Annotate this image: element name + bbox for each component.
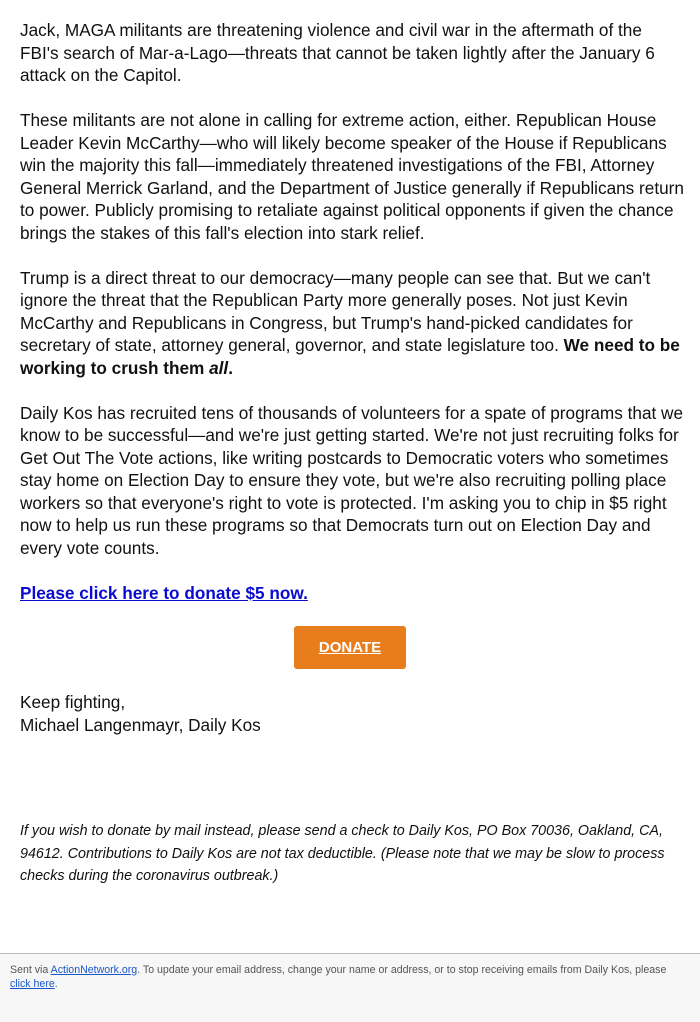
email-body (20, 19, 684, 736)
donate-link[interactable]: Please click here to donate $5 now. (20, 582, 308, 603)
email-footer (0, 953, 700, 1022)
emphasis-all: all (209, 357, 229, 378)
signoff-closing: Keep fighting, (20, 692, 126, 712)
paragraph-volunteers: Daily Kos has recruited tens of thousands of volunteers for a spate of programs that we know to be successful—and we're just getting started. We're not just recruiting folks for Get Out The Vote actions, like writing postcards to Democratic voters who sometimes stay home on Election Day to ensure they vote, but we're also recruiting polling place workers so that everyone's right to vote is protected. I'm asking you to chip in $5 right now to help us run these programs so that Democrats turn out on Election Day and every vote counts. (20, 402, 684, 558)
emphasis-crush-them: We need to be working to crush them all. (20, 335, 680, 378)
unsubscribe-link[interactable]: click here (10, 978, 55, 990)
mail-donation-note: If you wish to donate by mail instead, please send a check to Daily Kos, PO Box 70036, Oakland, CA, 94612. Contributions to Daily Kos are not tax deductible. (Please note that we may be slow to process checks during the coronavirus outbreak.) (20, 823, 665, 884)
paragraph-threat (20, 267, 684, 380)
donate-link-line (20, 582, 684, 605)
donate-button[interactable]: DONATE (294, 626, 406, 669)
donate-button-container (20, 626, 680, 669)
signoff (20, 691, 684, 736)
actionnetwork-link[interactable]: ActionNetwork.org (50, 964, 138, 976)
paragraph-threat-text: Trump is a direct threat to our democracy—many people can see that. But we can't ignore the threat that the Republican Party more generally poses. Not just Kevin McCarthy and Republicans in Congress, but Trump's hand-picked candidates for secretary of state, attorney general, governor, and state legislature too. (20, 267, 651, 355)
paragraph-mccarthy: These militants are not alone in calling for extreme action, either. Republican House Leader Kevin McCarthy—who will likely become speaker of the House if Republicans win the majority this fall—immediately threatened investigations of the FBI, Attorney General Merrick Garland, and the Department of Justice generally if Republicans return to power. Publicly promising to retaliate against political opponents if given the chance brings the stakes of this fall's election into stark relief. (20, 110, 684, 243)
footer-text: Sent via ActionNetwork.org. To update your email address, change your name or address, or to stop receiving emails from Daily Kos, please click here. (10, 964, 667, 990)
paragraph-intro: Jack, MAGA militants are threatening violence and civil war in the aftermath of the FBI's search of Mar-a-Lago—threats that cannot be taken lightly after the January 6 attack on the Capitol. (20, 20, 655, 85)
signoff-signature: Michael Langenmayr, Daily Kos (20, 714, 261, 735)
